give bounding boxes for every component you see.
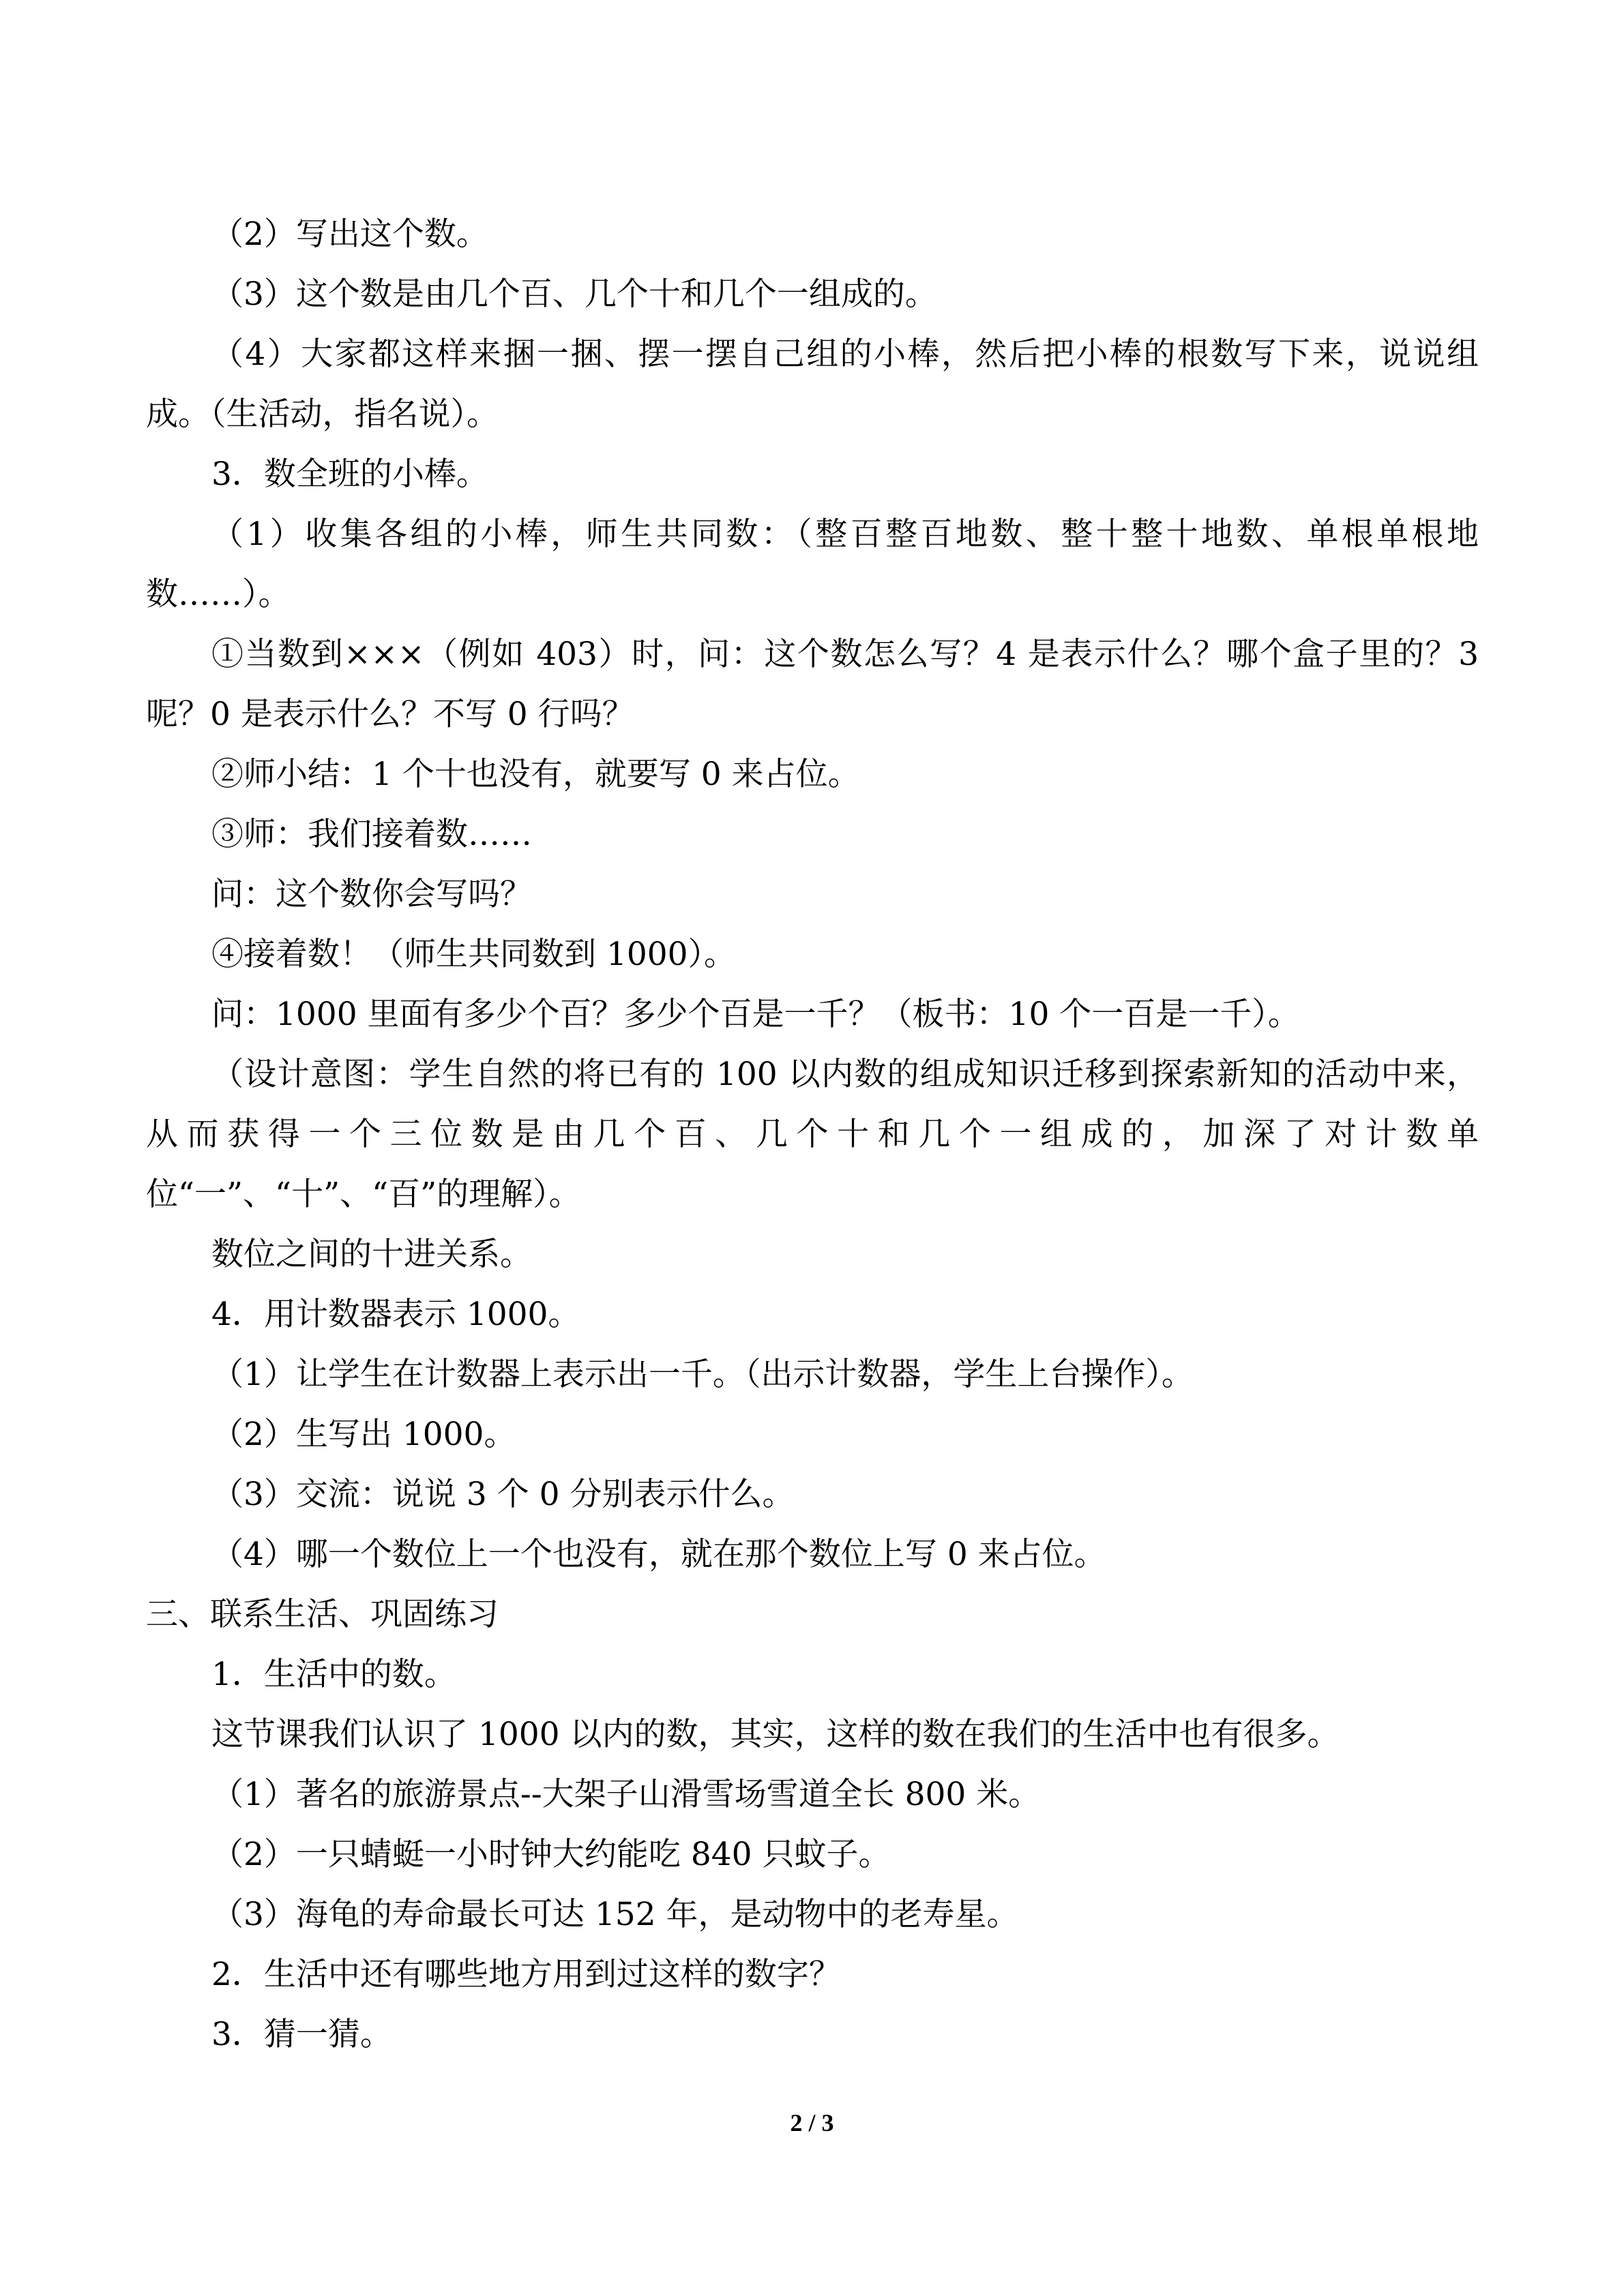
document-body	[146, 205, 1479, 2065]
paragraph-collect-sticks: （1）收集各组的小棒，师生共同数：（整百整百地数、整十整十地数、单根单根地数……）。	[146, 516, 1479, 613]
paragraph-example-turtle: （3）海龟的寿命最长可达 152 年，是动物中的老寿星。	[211, 1896, 1019, 1933]
heading-abacus-1000: 4．用计数器表示 1000。	[211, 1296, 580, 1333]
paragraph-step-4: （4）大家都这样来捆一捆、摆一摆自己组的小棒，然后把小棒的根数写下来，说说组成。（生活动，指名说）。	[146, 336, 1479, 433]
section-heading-practice: 三、联系生活、巩固练习	[146, 1596, 499, 1633]
paragraph-write-1000: （2）生写出 1000。	[211, 1416, 516, 1453]
paragraph-lesson-intro: 这节课我们认识了 1000 以内的数，其实，这样的数在我们的生活中也有很多。	[211, 1716, 1340, 1753]
heading-where-numbers-used: 2．生活中还有哪些地方用到过这样的数字？	[211, 1956, 841, 1993]
paragraph-example-dragonfly: （2）一只蜻蜓一小时钟大约能吃 840 只蚊子。	[211, 1836, 891, 1873]
heading-guess: 3．猜一猜。	[211, 2016, 392, 2053]
paragraph-count-403: ①当数到×××（例如 403）时，问：这个数怎么写？4 是表示什么？哪个盒子里的？3 呢？0 是表示什么？不写 0 行吗？	[146, 636, 1479, 733]
heading-count-class-sticks: 3．数全班的小棒。	[211, 456, 488, 493]
paragraph-teacher-summary: ②师小结：1 个十也没有，就要写 0 来占位。	[211, 756, 860, 793]
paragraph-zero-placeholder: （4）哪一个数位上一个也没有，就在那个数位上写 0 来占位。	[211, 1536, 1106, 1573]
paragraph-question-hundreds: 问：1000 里面有多少个百？多少个百是一千？（板书：10 个一百是一千）。	[211, 996, 1300, 1033]
paragraph-count-to-1000: ④接着数！（师生共同数到 1000）。	[211, 936, 737, 973]
paragraph-step-2: （2）写出这个数。	[211, 215, 488, 253]
paragraph-continue-count: ③师：我们接着数……	[211, 816, 532, 853]
paragraph-discuss-zeros: （3）交流：说说 3 个 0 分别表示什么。	[211, 1476, 795, 1513]
paragraph-example-ski: （1）著名的旅游景点--大架子山滑雪场雪道全长 800 米。	[211, 1776, 1041, 1813]
heading-numbers-in-life: 1．生活中的数。	[211, 1656, 456, 1693]
paragraph-step-3: （3）这个数是由几个百、几个十和几个一组成的。	[211, 275, 937, 313]
paragraph-question-write: 问：这个数你会写吗？	[211, 876, 532, 913]
page-number: 2 / 3	[790, 2109, 834, 2136]
paragraph-decimal-relation: 数位之间的十进关系。	[211, 1236, 532, 1273]
paragraph-design-intent: （设计意图：学生自然的将已有的 100 以内数的组成知识迁移到探索新知的活动中来，从而获得一个三位数是由几个百、几个十和几个一组成的，加深了对计数单位“一”、“十”、“百”的理解）。	[146, 1056, 1479, 1213]
paragraph-abacus-show: （1）让学生在计数器上表示出一千。（出示计数器，学生上台操作）。	[211, 1356, 1194, 1393]
